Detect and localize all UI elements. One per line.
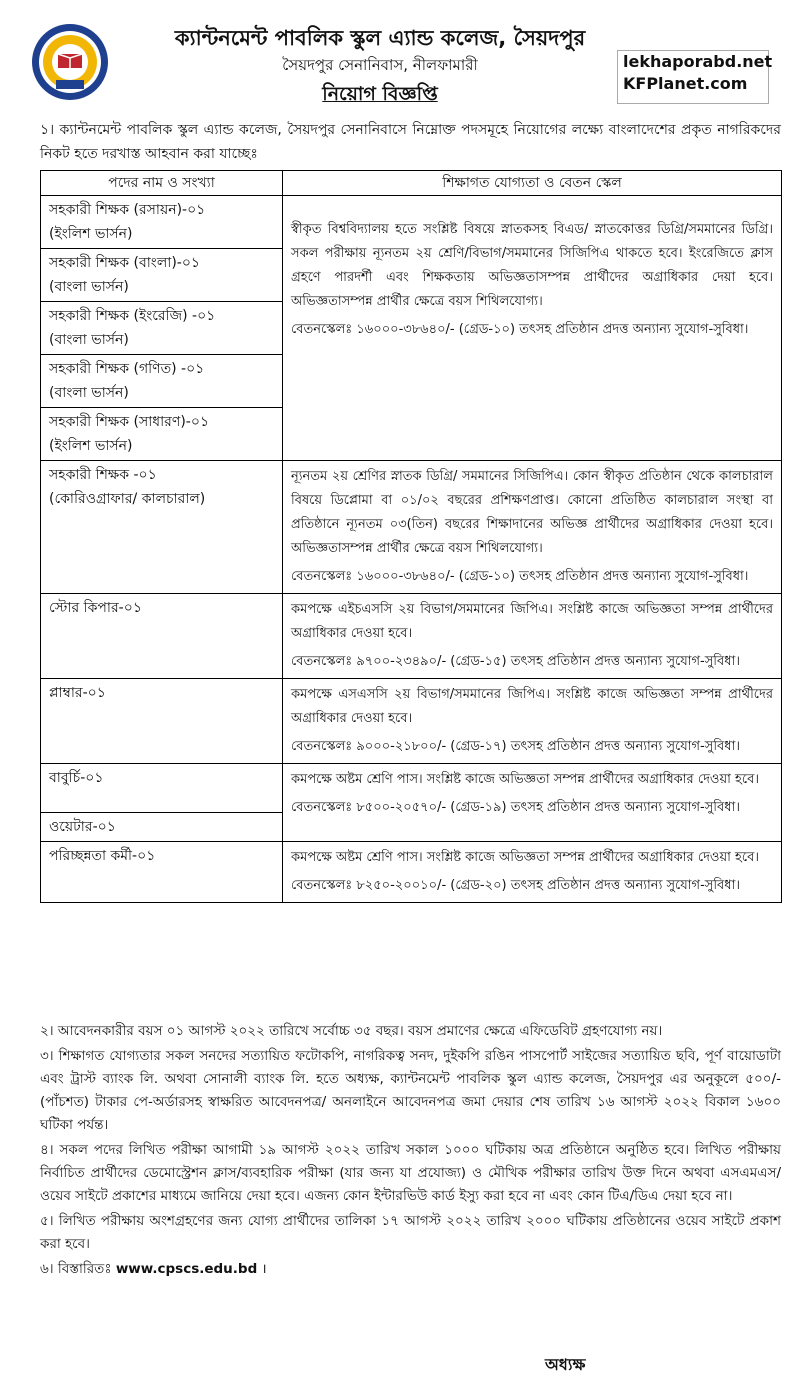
qualification-cell [283,461,782,594]
post-item [41,196,282,248]
note-exam: ৪। সকল পদের লিখিত পরীক্ষা আগামী ১৯ আগস্ট ২০২২ তারিখ সকাল ১০০০ ঘটিকায় অত্র প্রতিষ্ঠানে অনুষ্ঠিত হবে। লিখিত পরীক্ষায় নির্বাচিত প্রার্থীদের ডেমোস্ট্রেশন ক্লাস/ব্যবহারিক পরীক্ষা (যার জন্য যা প্রযোজ্য) ও মৌখিক পরীক্ষার তারিখ উক্ত দিনে অথবা এসএমএস/ ওয়েব সাইটে প্রকাশের মাধ্যমে জানিয়ে দেয়া হবে। এজন্য কোন ইন্টারভিউ কার্ড ইস্যু করা হবে না এবং কোন টিএ/ডিএ দেয়া হবে না। [40,1142,781,1204]
post-item [41,679,282,707]
intro-paragraph: ১। ক্যান্টনমেন্ট পাবলিক স্কুল এ্যান্ড কলেজ, সৈয়দপুর সেনানিবাসে নিম্নোক্ত পদসমূহে নিয়োগের লক্ষ্যে বাংলাদেশের প্রকৃত নাগরিকদের নিকট হতে দরখাস্ত আহবান করা যাচ্ছেঃ [40,122,781,162]
post-name: সহকারী শিক্ষক (রসায়ন)-০১ [49,202,206,218]
salary-text: বেতনস্কেলঃ ৯৭০০-২৩৪৯০/- (গ্রেড-১৫) তৎসহ প্রতিষ্ঠান প্রদত্ত অন্যান্য সুযোগ-সুবিধা। [291,654,740,669]
post-cell [41,196,283,461]
post-cell [41,764,283,842]
watermark-line-1: lekhaporabd.net [623,52,773,71]
post-cell [41,842,283,903]
post-item [41,764,282,812]
qualification-block [283,842,781,902]
qualification-cell [283,594,782,679]
signature-principal: অধ্যক্ষ [545,1355,586,1374]
post-item [41,461,282,513]
qualification-block [283,679,781,763]
table-row [41,461,782,594]
column-header-qualification: শিক্ষাগত যোগ্যতা ও বেতন স্কেল [283,171,782,196]
post-name: পরিচ্ছন্নতা কর্মী-০১ [49,848,156,864]
note-documents: ৩। শিক্ষাগত যোগ্যতার সকল সনদের সত্যায়িত ফটোকপি, নাগরিকত্ব সনদ, দুইকপি রঙিন পাসপোর্ট সাইজের সত্যায়িত ছবি, পূর্ণ বায়োডাটা এবং ট্রাস্ট ব্যাংক লি. অথবা সোনালী ব্যাংক লি. হতে অধ্যক্ষ, ক্যান্টনমেন্ট পাবলিক স্কুল এ্যান্ড কলেজ, সৈয়দপুর এর অনুকূলে ৫০০/- (পাঁচশত) টাকার পে-অর্ডারসহ স্বাক্ষরিত আবেদনপত্র/ অনলাইনে আবেদনপত্র জমা দেয়ার শেষ তারিখ ১৬ আগস্ট ২০২২ বিকাল ১৬০০ ঘটিকা পর্যন্ত। [40,1048,781,1133]
post-name: সহকারী শিক্ষক -০১ [49,467,157,483]
school-address: সৈয়দপুর সেনানিবাস, নীলফামারী [282,56,478,74]
qualification-text: কমপক্ষে এসএসসি ২য় বিভাগ/সমমানের জিপিএ। সংশ্লিষ্ট কাজে অভিজ্ঞতা সম্পন্ন প্রার্থীদের অগ্রাধিকার দেওয়া হবে। [291,687,773,726]
qualification-block [283,764,781,824]
qualification-text: কমপক্ষে অষ্টম শ্রেণি পাস। সংশ্লিষ্ট কাজে অভিজ্ঞতা সম্পন্ন প্রার্থীদের অগ্রাধিকার দেওয়া হবে। [291,772,759,787]
qualification-cell [283,764,782,842]
salary-text: বেতনস্কেলঃ ৮৫০০-২০৫৭০/- (গ্রেড-১৯) তৎসহ প্রতিষ্ঠান প্রদত্ত অন্যান্য সুযোগ-সুবিধা। [291,800,740,815]
qualification-block [283,594,781,678]
table-row [41,196,782,461]
table-row [41,764,782,842]
qualification-text: স্বীকৃত বিশ্ববিদ্যালয় হতে সংশ্লিষ্ট বিষয়ে স্নাতকসহ বিএড/ স্নাতকোত্তর ডিগ্রি/সমমানের ডিগ্রি। সকল পরীক্ষায় ন্যূনতম ২য় শ্রেণি/বিভাগ/সমমানের সিজিপিএ থাকতে হবে। ইংরেজিতে ক্লাস গ্রহণে পারদর্শী এবং শিক্ষকতায় অভিজ্ঞতাসম্পন্ন প্রার্থীদের অগ্রাধিকার দেয়া হবে। অভিজ্ঞতাসম্পন্ন প্রার্থীর ক্ষেত্রে বয়স শিথিলযোগ্য। [291,222,773,309]
qualification-text: কমপক্ষে অষ্টম শ্রেণি পাস। সংশ্লিষ্ট কাজে অভিজ্ঞতা সম্পন্ন প্রার্থীদের অগ্রাধিকার দেওয়া হবে। [291,850,759,865]
qualification-text: ন্যূনতম ২য় শ্রেণির স্নাতক ডিগ্রি/ সমমানের সিজিপিএ। কোন স্বীকৃত প্রতিষ্ঠান থেকে কালচারাল বিষয়ে ডিপ্লোমা বা ০১/০২ বছরের প্রশিক্ষণপ্রাপ্ত। কোনো প্রতিষ্ঠিত কালচারাল সংস্থা বা প্রতিষ্ঠানে ন্যূনতম ০৩(তিন) বছরের শিক্ষাদানের অভিজ্ঞ প্রার্থীদের অগ্রাধিকার দেওয়া হবে। অভিজ্ঞতাসম্পন্ন প্রার্থীর ক্ষেত্রে বয়স শিথিলযোগ্য। [291,469,773,556]
qualification-cell [283,679,782,764]
notice-title-text: নিয়োগ বিজ্ঞপ্তি [322,83,438,105]
post-version: (বাংলা ভার্সন) [49,332,129,348]
post-name: ওয়েটার-০১ [49,819,116,835]
post-version: (ইংলিশ ভার্সন) [49,438,133,454]
post-version: (কোরিওগ্রাফার/ কালচারাল) [49,491,206,507]
details-suffix: । [261,1261,267,1277]
note-age: ২। আবেদনকারীর বয়স ০১ আগস্ট ২০২২ তারিখে সর্বোচ্চ ৩৫ বছর। বয়স প্রমাণের ক্ষেত্রে এফিডেবিট গ্রহণযোগ্য নয়। [40,1023,663,1039]
table-row [41,594,782,679]
post-cell [41,679,283,764]
post-cell [41,461,283,594]
watermark-line-2: KFPlanet.com [623,74,748,93]
post-name: প্লাম্বার-০১ [49,685,106,701]
notes-section [40,1020,781,1283]
post-name: সহকারী শিক্ষক (গণিত) -০১ [49,361,205,377]
column-header-post: পদের নাম ও সংখ্যা [41,171,283,196]
details-label: ৬। বিস্তারিতঃ [40,1261,112,1277]
post-version: (ইংলিশ ভার্সন) [49,226,133,242]
post-item [41,354,282,407]
qualification-text: কমপক্ষে এইচএসসি ২য় বিভাগ/সমমানের জিপিএ। সংশ্লিষ্ট কাজে অভিজ্ঞতা সম্পন্ন প্রার্থীদের অগ্রাধিকার দেওয়া হবে। [291,602,773,641]
school-name: ক্যান্টনমেন্ট পাবলিক স্কুল এ্যান্ড কলেজ, সৈয়দপুর [174,26,586,50]
qualification-block [283,461,781,593]
post-name: স্টোর কিপার-০১ [49,600,142,616]
post-name: সহকারী শিক্ষক (সাধারণ)-০১ [49,414,210,430]
notice-title [120,80,640,112]
post-version: (বাংলা ভার্সন) [49,279,129,295]
note-candidate-list: ৫। লিখিত পরীক্ষায় অংশগ্রহণের জন্য যোগ্য প্রার্থীদের তালিকা ১৭ আগস্ট ২০২২ তারিখ ২০০০ ঘটিকায় প্রতিষ্ঠানের ওয়েব সাইটে প্রকাশ করা হবে। [40,1213,781,1252]
post-name: সহকারী শিক্ষক (বাংলা)-০১ [49,255,201,271]
qualification-cell [283,842,782,903]
salary-text: বেতনস্কেলঃ ১৬০০০-৩৮৬৪০/- (গ্রেড-১০) তৎসহ প্রতিষ্ঠান প্রদত্ত অন্যান্য সুযোগ-সুবিধা। [291,569,749,584]
post-name: সহকারী শিক্ষক (ইংরেজি) -০১ [49,308,216,324]
post-item [41,301,282,354]
post-version: (বাংলা ভার্সন) [49,385,129,401]
post-item [41,812,282,841]
salary-text: বেতনস্কেলঃ ১৬০০০-৩৮৬৪০/- (গ্রেড-১০) তৎসহ প্রতিষ্ঠান প্রদত্ত অন্যান্য সুযোগ-সুবিধা। [291,322,749,337]
note-details [40,1258,781,1281]
salary-text: বেতনস্কেলঃ ৯০০০-২১৮০০/- (গ্রেড-১৭) তৎসহ প্রতিষ্ঠান প্রদত্ত অন্যান্য সুযোগ-সুবিধা। [291,739,740,754]
post-cell [41,594,283,679]
vacancy-table [40,170,782,903]
table-row [41,842,782,903]
post-item [41,842,282,870]
post-item [41,594,282,622]
table-header-row [41,171,782,196]
details-url[interactable]: www.cpscs.edu.bd [115,1261,258,1277]
post-item [41,407,282,460]
post-item [41,248,282,301]
watermark-box [617,50,773,104]
qualification-cell [283,196,782,461]
qualification-block [283,196,781,346]
table-row [41,679,782,764]
post-name: বাবুর্চি-০১ [49,770,104,786]
salary-text: বেতনস্কেলঃ ৮২৫০-২০০১০/- (গ্রেড-২০) তৎসহ প্রতিষ্ঠান প্রদত্ত অন্যান্য সুযোগ-সুবিধা। [291,878,741,893]
school-logo [30,22,110,102]
